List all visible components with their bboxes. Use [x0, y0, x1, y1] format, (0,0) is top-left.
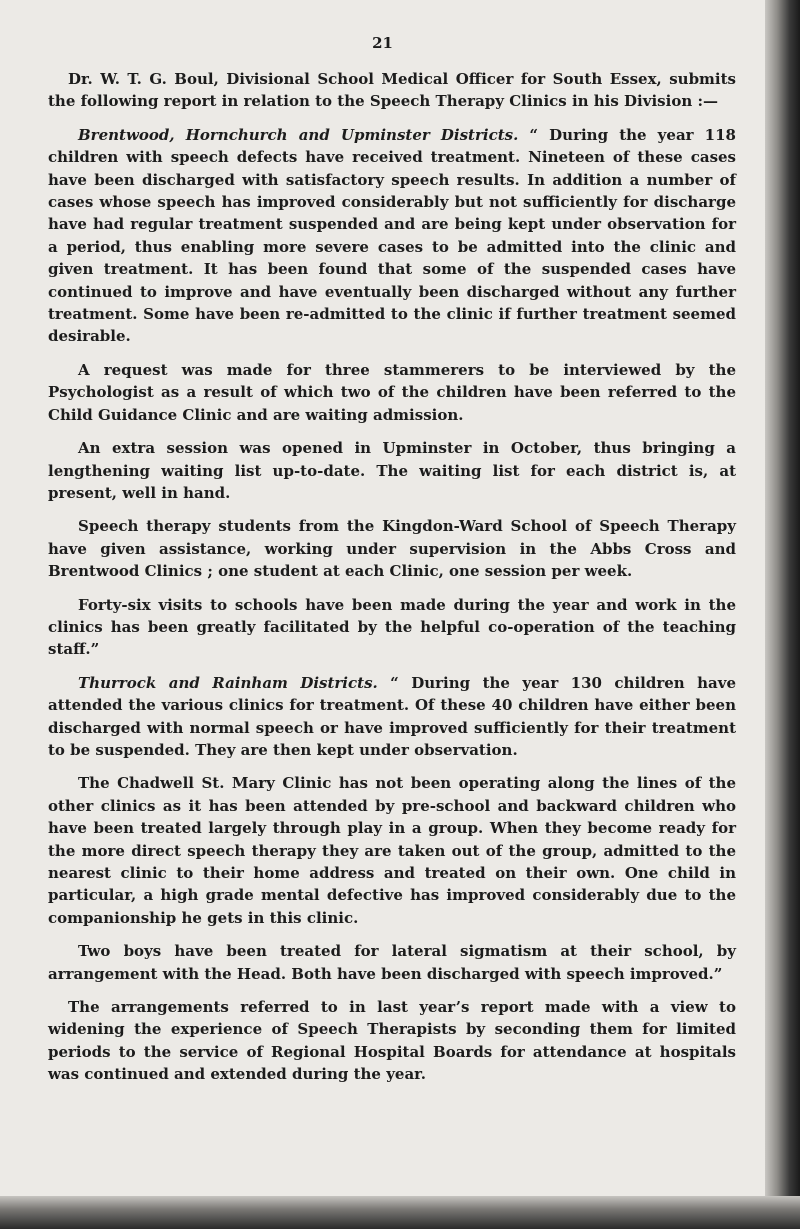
thurrock-paragraph: [48, 672, 736, 762]
upminster-session-paragraph: [48, 437, 736, 504]
paragraph-text: “ During the year 118 children with speech defects have received treatment. Nineteen of these cases have been discharged with satisfactory speech results. In addition a number of cases whose speech has improved considerably but not sufficiently for discharge have had regular treatment suspended and are being kept under observation for a period, thus enabling more severe cases to be admitted into the clinic and given treatment. It has been found that some of the suspended cases have continued to improve and have eventually been discharged without any further treatment. Some have been re-admitted to the clinic if further treatment seemed desirable.: [48, 125, 736, 346]
paragraph-text: Speech therapy students from the Kingdon-Ward School of Speech Therapy have given assistance, working under supervision in the Abbs Cross and Brentwood Clinics ; one student at each Clinic, one session per week.: [48, 517, 736, 581]
paragraph-text: An extra session was opened in Upminster in October, thus bringing a lengthening waiting list up-to-date. The waiting list for each district is, at present, well in hand.: [48, 439, 736, 502]
report-body: [48, 68, 736, 1097]
page-bottom-shadow: [0, 1196, 800, 1229]
district-heading: Thurrock and Rainham Districts.: [78, 673, 378, 692]
paragraph-text: Two boys have been treated for lateral sigmatism at their school, by arrangement with the Head. Both have been discharged with speech improved.”: [48, 942, 736, 983]
paragraph-text: A request was made for three stammerers to be interviewed by the Psychologist as a result of which two of the children have been referred to the Child Guidance Clinic and are waiting admission.: [48, 360, 736, 424]
paragraph-text: The Chadwell St. Mary Clinic has not been operating along the lines of the other clinics as it has been attended by pre-school and backward children who have been treated largely through play in a group. When they become ready for the more direct speech therapy they are taken out of the group, admitted to the nearest clinic to their home address and treated on their own. One child in particular, a high grade mental defective has improved considerably due to the companionship he gets in this clinic.: [48, 774, 736, 927]
page-edge-shadow: [765, 0, 800, 1229]
district-heading: Brentwood, Hornchurch and Upminster Districts.: [78, 125, 519, 144]
students-paragraph: [48, 515, 736, 582]
sigmatism-paragraph: [48, 940, 736, 985]
school-visits-paragraph: [48, 594, 736, 661]
paragraph-text: “ During the year 130 children have attended the various clinics for treatment. Of these 40 children have either been discharged with normal speech or have improved sufficiently for their treatment to be suspended. They are then kept under observation.: [48, 673, 736, 759]
paragraph-text: The arrangements referred to in last year’s report made with a view to widening the experience of Speech Therapists by seconding them for limited periods to the service of Regional Hospital Boards for attendance at hospitals was continued and extended during the year.: [48, 998, 736, 1084]
stammerers-paragraph: [48, 359, 736, 426]
paragraph-text: Forty-six visits to schools have been made during the year and work in the clinics has been greatly facilitated by the helpful co-operation of the teaching staff.”: [48, 595, 736, 659]
brentwood-paragraph: [48, 124, 736, 348]
page-number: 21: [372, 34, 393, 52]
paragraph-text: Dr. W. T. G. Boul, Divisional School Medical Officer for South Essex, submits the following report in relation to the Speech Therapy Clinics in his Division :—: [48, 70, 736, 111]
intro-paragraph: [48, 68, 736, 113]
arrangements-paragraph: [48, 996, 736, 1086]
chadwell-paragraph: [48, 772, 736, 929]
